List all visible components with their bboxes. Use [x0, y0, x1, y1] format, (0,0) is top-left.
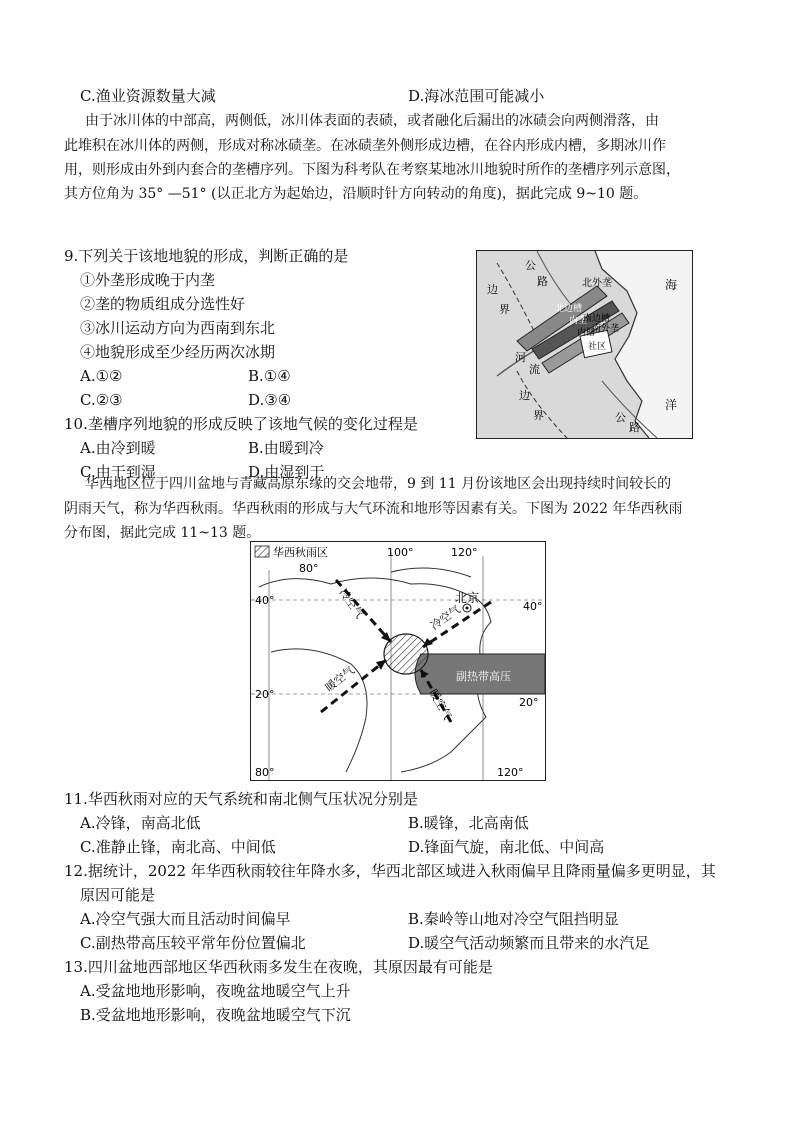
q13-stem: 13.四川盆地西部地区华西秋雨多发生在夜晚，其原因最有可能是	[64, 958, 493, 976]
q9-item-4: ④地貌形成至少经历两次冰期	[80, 343, 276, 361]
moraine-sequence-map	[476, 250, 693, 439]
map1-road-label-1: 公	[525, 259, 536, 272]
map1-boundary-label-4: 界	[533, 409, 544, 422]
lat-20-right-label: 20°	[519, 696, 539, 709]
passage1-line3: 用，则形成由外到内套合的垄槽序列。下图为科考队在考察某地冰川地貌时所作的垄槽序列示意图，	[64, 162, 680, 178]
q11-stem: 11.华西秋雨对应的天气系统和南北侧气压状况分别是	[64, 790, 418, 808]
map1-road-label-4: 路	[629, 421, 640, 434]
q10-option-c: C.由干到湿	[80, 463, 156, 481]
q13-option-a: A.受盆地地形影响，夜晚盆地暖空气上升	[80, 982, 351, 1000]
passage1-line2: 此堆积在冰川体的两侧，形成对称冰碛垄。在冰碛垄外侧形成边槽，在谷内形成内槽，多期冰川作	[64, 138, 666, 154]
beijing-label: 北京	[455, 591, 480, 605]
map1-road-label-3: 公	[615, 411, 626, 424]
warm-air-label-1: 暖空气	[322, 663, 357, 695]
q12-stem-line1: 12.据统计，2022 年华西秋雨较往年降水多，华西北部区域进入秋雨偏早且降雨量偏多更明显，其	[64, 862, 716, 880]
map1-sea-label: 海	[665, 278, 678, 292]
q11-option-d: D.锋面气旋，南北低、中间高	[408, 838, 605, 856]
subtropical-high-label: 副热带高压	[456, 670, 511, 683]
map1-ocean-label: 洋	[665, 398, 678, 412]
lon-100-label: 100°	[387, 546, 414, 559]
q11-option-c: C.准静止锋，南北高、中间低	[80, 838, 276, 856]
q11-option-a: A.冷锋，南高北低	[80, 814, 201, 832]
q11-option-b: B.暖锋，北高南低	[408, 814, 529, 832]
q9-item-2: ②垄的物质组成分选性好	[80, 295, 246, 313]
cold-air-label-1: 冷空气	[336, 586, 367, 621]
map1-river-label-2: 流	[529, 363, 540, 376]
passage2-line2: 阴雨天气，称为华西秋雨。华西秋雨的形成与大气环流和地形等因素有关。下图为 2022 年华西秋雨	[64, 501, 683, 517]
passage2-line1: 华西地区位于四川盆地与青藏高原东缘的交会地带，9 到 11 月份该地区会出现持续时间较长的	[85, 476, 672, 492]
map1-road-label-2: 路	[537, 275, 548, 288]
q10-option-a: A.由冷到暖	[80, 439, 156, 457]
lon-120-bottom-label: 120°	[497, 766, 524, 779]
q12-option-a: A.冷空气强大而且活动时间偏早	[80, 910, 291, 928]
map1-river-label-1: 河	[515, 351, 526, 364]
map1-north-trough: 北边槽	[555, 304, 583, 314]
map1-north-outer-ridge: 北外垄	[582, 278, 612, 289]
passage1-line4: 其方位角为 35° —51° (以正北方为起始边，沿顺时针方向转动的角度)，据此完成 9~10 题。	[64, 186, 648, 202]
lat-40-left-label: 40°	[255, 594, 275, 607]
q9-option-a: A.①②	[80, 367, 123, 385]
lon-120-top-label: 120°	[451, 546, 478, 559]
q9-item-3: ③冰川运动方向为西南到东北	[80, 319, 276, 337]
map1-community: 社区	[588, 342, 607, 352]
huaxi-autumn-rain-map	[250, 541, 546, 781]
lon-80-bottom-label: 80°	[255, 766, 275, 779]
q9-stem: 9.下列关于该地地貌的形成，判断正确的是	[64, 247, 349, 265]
map1-boundary-label-3: 边	[519, 389, 530, 402]
lon-80-top-label: 80°	[299, 562, 319, 575]
q9-option-b: B.①④	[248, 367, 291, 385]
option-c: C.渔业资源数量大减	[80, 87, 216, 105]
q9-item-1: ①外垄形成晚于内垄	[80, 271, 216, 289]
passage2-line3: 分布图，据此完成 11~13 题。	[64, 525, 261, 541]
q10-stem: 10.垄槽序列地貌的形成反映了该地气候的变化过程是	[64, 415, 418, 433]
q13-option-b: B.受盆地地形影响，夜晚盆地暖空气下沉	[80, 1006, 351, 1024]
q9-option-c: C.②③	[80, 391, 123, 409]
cold-air-label-2: 冷空气	[428, 602, 463, 633]
lat-20-left-label: 20°	[255, 688, 275, 701]
lat-40-right-label: 40°	[523, 600, 543, 613]
map1-inner-ridge: 内垄	[569, 316, 588, 326]
q12-option-c: C.副热带高压较平常年份位置偏北	[80, 934, 306, 952]
map2-legend-label: 华西秋雨区	[273, 546, 328, 559]
warm-air-label-2: 暖空气	[426, 687, 455, 723]
q12-option-b: B.秦岭等山地对冷空气阻挡明显	[408, 910, 619, 928]
map1-south-trough: 南边槽	[583, 314, 611, 324]
q12-stem-line2: 原因可能是	[80, 886, 156, 904]
q9-option-d: D.③④	[248, 391, 292, 409]
map1-boundary-label-1: 边	[487, 283, 498, 296]
map1-inner-trough: 内槽	[577, 328, 596, 338]
q12-option-d: D.暖空气活动频繁而且带来的水汽足	[408, 934, 650, 952]
option-d: D.海冰范围可能减小	[408, 87, 545, 105]
map1-south-outer-ridge: 南外垄	[592, 324, 620, 334]
passage1-line1: 由于冰川体的中部高，两侧低，冰川体表面的表碛，或者融化后漏出的冰碛会向两侧滑落，由	[85, 113, 659, 129]
q10-option-b: B.由暖到冷	[248, 439, 324, 457]
q10-option-d: D.由湿到干	[248, 463, 325, 481]
map1-boundary-label-2: 界	[499, 303, 510, 316]
